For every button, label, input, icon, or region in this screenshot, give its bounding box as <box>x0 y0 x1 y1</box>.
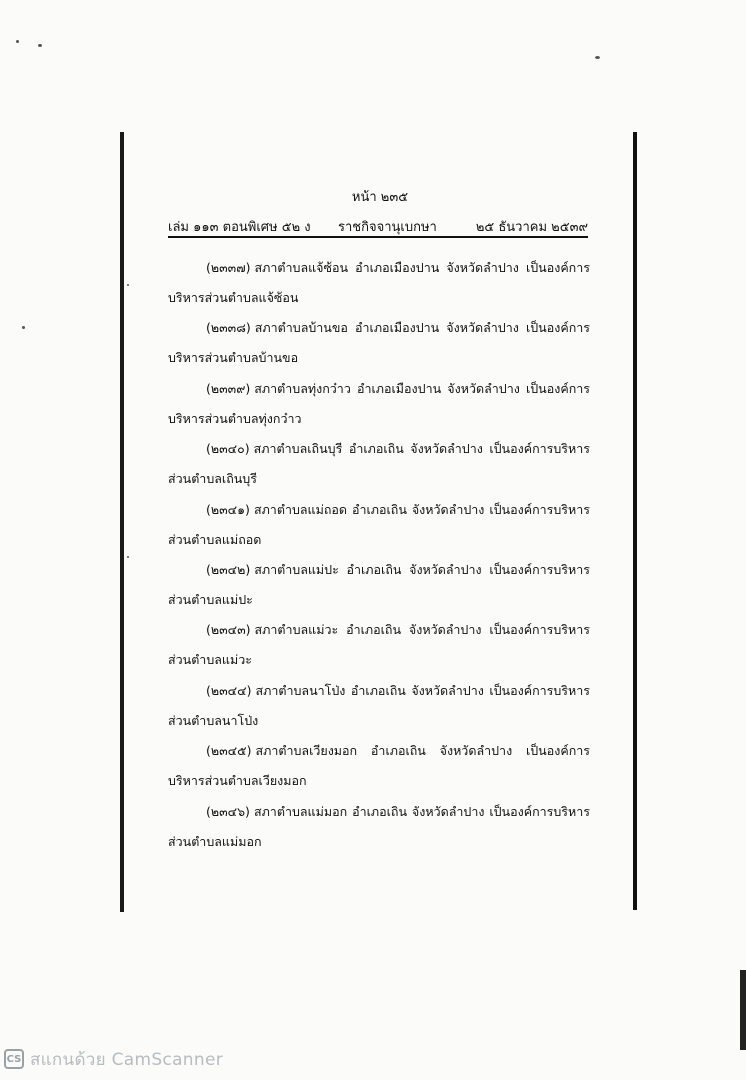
scan-speck <box>595 56 600 59</box>
list-item <box>166 312 590 372</box>
entry-continuation: บริหารส่วนตำบลเวียงมอก <box>168 773 307 789</box>
list-item <box>166 433 590 493</box>
entry-text: สภาตำบลแม่ถอด อำเภอเถิน จังหวัดลำปาง เป็นองค์การบริหาร <box>253 501 590 517</box>
entry-text: สภาตำบลแจ้ซ้อน อำเภอเมืองปาน จังหวัดลำปาง เป็นองค์การ <box>254 260 590 275</box>
list-item <box>166 614 590 674</box>
right-margin-bar <box>633 132 637 910</box>
scan-speck <box>22 326 25 329</box>
entry-list <box>166 252 590 856</box>
issue-reference: เล่ม ๑๑๓ ตอนพิเศษ ๕๒ ง <box>168 220 311 235</box>
entry-continuation: ส่วนตำบลนาโป่ง <box>168 712 259 728</box>
entry-number: (๒๓๓๗) <box>206 260 251 275</box>
entry-number: (๒๓๓๘) <box>206 320 251 336</box>
header-rule <box>168 236 588 238</box>
entry-number: (๒๓๔๕) <box>206 743 252 759</box>
list-item <box>166 554 590 614</box>
scan-speck <box>127 556 129 558</box>
scan-edge-shadow <box>740 970 746 1050</box>
scan-speck <box>127 284 129 286</box>
entry-number: (๒๓๔๔) <box>206 682 252 698</box>
list-item <box>166 494 590 554</box>
entry-continuation: บริหารส่วนตำบลทุ่งกว๋าว <box>168 410 302 426</box>
entry-text: สภาตำบลแม่มอก อำเภอเถิน จังหวัดลำปาง เป็นองค์การบริหาร <box>253 803 590 819</box>
list-item <box>166 675 590 735</box>
entry-number: (๒๓๔๐) <box>206 441 250 457</box>
entry-text: สภาตำบลนาโป่ง อำเภอเถิน จังหวัดลำปาง เป็นองค์การบริหาร <box>255 682 590 698</box>
scan-speck <box>38 44 42 47</box>
entry-text: สภาตำบลแม่ปะ อำเภอเถิน จังหวัดลำปาง เป็นองค์การบริหาร <box>254 561 590 577</box>
entry-continuation: ส่วนตำบลแม่ปะ <box>168 591 253 607</box>
entry-number: (๒๓๓๙) <box>206 380 251 396</box>
entry-continuation: ส่วนตำบลเถินบุรี <box>168 471 257 487</box>
entry-text: สภาตำบลเวียงมอก อำเภอเถิน จังหวัดลำปาง เป็นองค์การ <box>255 743 590 759</box>
gazette-header <box>168 216 588 238</box>
entry-continuation: ส่วนตำบลแม่ถอด <box>168 531 262 547</box>
entry-text: สภาตำบลบ้านขอ อำเภอเมืองปาน จังหวัดลำปาง เป็นองค์การ <box>254 320 590 336</box>
page-number: หน้า ๒๓๕ <box>351 190 409 205</box>
entry-text: สภาตำบลแม่วะ อำเภอเถิน จังหวัดลำปาง เป็นองค์การบริหาร <box>254 622 590 638</box>
publication-date: ๒๕ ธันวาคม ๒๕๓๙ <box>475 220 588 235</box>
entry-text: สภาตำบลเถินบุรี อำเภอเถิน จังหวัดลำปาง เป็นองค์การบริหาร <box>253 441 590 457</box>
list-item <box>166 735 590 795</box>
entry-number: (๒๓๔๒) <box>206 561 251 577</box>
list-item <box>166 252 590 312</box>
scan-speck <box>16 40 19 43</box>
entry-continuation: บริหารส่วนตำบลบ้านขอ <box>168 350 299 366</box>
entry-number: (๒๓๔๓) <box>206 622 251 638</box>
entry-number: (๒๓๔๑) <box>206 501 250 517</box>
entry-continuation: ส่วนตำบลแม่วะ <box>168 652 252 668</box>
entry-text: สภาตำบลทุ่งกว๋าว อำเภอเมืองปาน จังหวัดลำปาง เป็นองค์การ <box>254 380 590 396</box>
entry-continuation: บริหารส่วนตำบลแจ้ซ้อน <box>168 290 299 305</box>
gazette-title: ราชกิจจานุเบกษา <box>338 220 437 235</box>
camscanner-watermark <box>4 1047 223 1071</box>
left-margin-bar <box>120 132 124 912</box>
camscanner-logo-icon: CS <box>4 1049 24 1069</box>
watermark-text: สแกนด้วย CamScanner <box>30 1049 223 1070</box>
list-item <box>166 796 590 856</box>
entry-continuation: ส่วนตำบลแม่มอก <box>168 833 262 849</box>
entry-number: (๒๓๔๖) <box>206 803 250 819</box>
list-item <box>166 373 590 433</box>
